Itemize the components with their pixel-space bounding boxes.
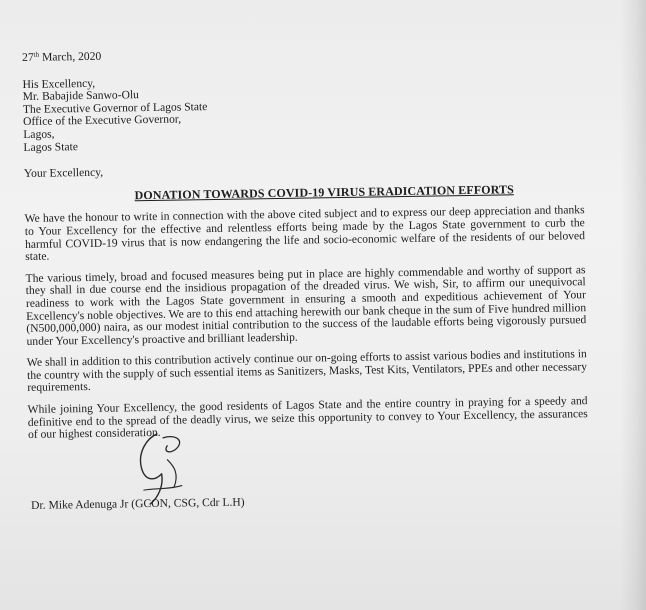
salutation: Your Excellency,: [23, 165, 104, 181]
recipient-address: [22, 69, 623, 154]
address-line: Lagos State: [23, 139, 79, 154]
address-line: The Executive Governor of Lagos State: [22, 99, 208, 116]
address-line: Mr. Babajide Sanwo-Olu: [22, 88, 140, 104]
address-line: His Excellency,: [22, 76, 96, 91]
date-rest: March, 2020: [39, 49, 102, 64]
letter: [22, 43, 629, 524]
signatory-name: Dr. Mike Adenuga Jr (GCON, CSG, Cdr L.H): [31, 495, 245, 512]
body-paragraph: While joining Your Excellency, the good residents of Lagos State and the entire country in praying for a speedy and definitive end to the spread of the deadly virus, we seize this opportunity to convey to Your Excellency, the assurances of our highest consideration.: [27, 394, 588, 442]
body-paragraph: The various timely, broad and focused measures being put in place are highly commendable and worthy of support as they shall in due course end the insidious propagation of the dreaded virus. We wish, Sir, to affirm our unequivocal readiness to work with the Lagos State government in ensuring a smooth and expeditious achievement of Your Excellency's noble objectives. We are to this end attaching herewith our bank cheque in the sum of Five hundred million (N500,000,000) naira, as our modest initial contribution to the success of the laudable efforts being vigorously pursued under Your Excellency's proactive and brilliant leadership.: [25, 262, 587, 348]
address-line: Lagos,: [23, 127, 55, 141]
subject-heading: DONATION TOWARDS COVID-19 VIRUS ERADICATION EFFORTS: [134, 182, 514, 202]
date-day: 27: [21, 50, 34, 64]
address-line: Office of the Executive Governor,: [22, 112, 182, 129]
body-paragraph: We have the honour to write in connection with the above cited subject and to express our deep appreciation and thanks to Your Excellency for the effective and relentless efforts being made by the Lagos State government to curb the harmful COVID-19 virus that is now endangering the life and socio-economic welfare of the residents of our beloved state.: [24, 203, 586, 264]
signature-block: [28, 444, 629, 523]
body-paragraph: We shall in addition to this contribution actively continue our on-going efforts to assist various bodies and institutions in the country with the supply of such essential items as Sanitizers, Masks, Test Kits, Ventilators, PPEs and other necessary requirements.: [26, 347, 588, 395]
date-suffix: th: [33, 50, 40, 59]
